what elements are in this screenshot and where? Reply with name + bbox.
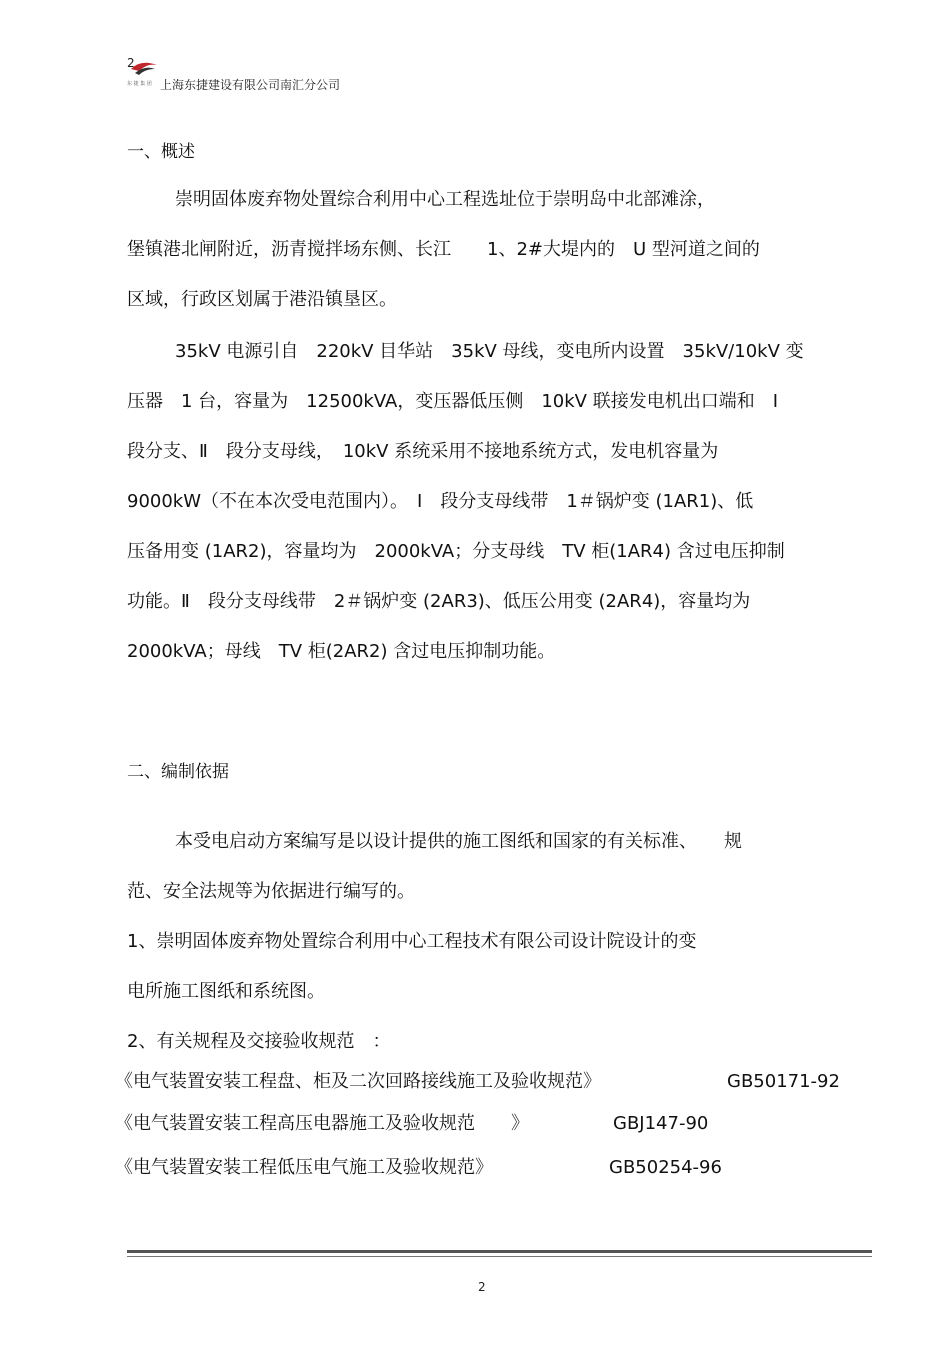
reference-code: GB50171-92 [727, 1071, 840, 1092]
paragraph-line: 9000kW（不在本次受电范围内）。 Ⅰ 段分支母线带 1＃锅炉变 (1AR1)、低 [127, 491, 754, 512]
paragraph-line: 段分支、Ⅱ 段分支母线， 10kV 系统采用不接地系统方式，发电机容量为 [127, 441, 719, 462]
reference-title: 《电气装置安装工程盘、柜及二次回路接线施工及验收规范》 [115, 1071, 601, 1092]
reference-code: GBJ147-90 [613, 1113, 709, 1134]
footer-rule-thin [127, 1256, 872, 1257]
section-heading-overview: 一、概述 [127, 142, 195, 162]
page-header [125, 55, 525, 95]
company-name: 上海东捷建设有限公司南汇分公司 [160, 78, 341, 92]
paragraph-line: 功能。Ⅱ 段分支母线带 2＃锅炉变 (2AR3)、低压公用变 (2AR4)，容量均为 [127, 591, 751, 612]
svg-text:东 捷 集 团: 东 捷 集 团 [127, 81, 152, 87]
paragraph-line: 2、有关规程及交接验收规范 ： [127, 1031, 391, 1052]
reference-title: 《电气装置安装工程高压电器施工及验收规范 》 [115, 1113, 529, 1134]
paragraph-line: 本受电启动方案编写是以设计提供的施工图纸和国家的有关标准、 规 [175, 831, 742, 852]
footer-rule [127, 1250, 872, 1253]
page-number: 2 [478, 1280, 486, 1294]
paragraph-line: 1、崇明固体废弃物处置综合利用中心工程技术有限公司设计院设计的变 [127, 931, 697, 952]
paragraph-line: 崇明固体废弃物处置综合利用中心工程选址位于崇明岛中北部滩涂， [175, 189, 715, 210]
reference-title: 《电气装置安装工程低压电气施工及验收规范》 [115, 1157, 493, 1178]
paragraph-line: 区域，行政区划属于港沿镇垦区。 [127, 289, 397, 310]
header-page-mark: 2 [127, 56, 135, 70]
paragraph-line: 压备用变 (1AR2)，容量均为 2000kVA；分支母线 TV 柜(1AR4) 含过电压抑制 [127, 541, 785, 562]
paragraph-line: 电所施工图纸和系统图。 [127, 981, 325, 1002]
paragraph-line: 范、安全法规等为依据进行编写的。 [127, 881, 415, 902]
reference-code: GB50254-96 [609, 1157, 722, 1178]
paragraph-line: 堡镇港北闸附近，沥青搅拌场东侧、长江 1、2#大堤内的 U 型河道之间的 [127, 239, 760, 260]
paragraph-line: 2000kVA；母线 TV 柜(2AR2) 含过电压抑制功能。 [127, 641, 556, 662]
paragraph-line: 压器 1 台，容量为 12500kVA，变压器低压侧 10kV 联接发电机出口端和 Ⅰ [127, 391, 779, 412]
paragraph-line: 35kV 电源引自 220kV 目华站 35kV 母线，变电所内设置 35kV/10kV 变 [175, 341, 804, 362]
section-heading-basis: 二、编制依据 [127, 762, 229, 782]
